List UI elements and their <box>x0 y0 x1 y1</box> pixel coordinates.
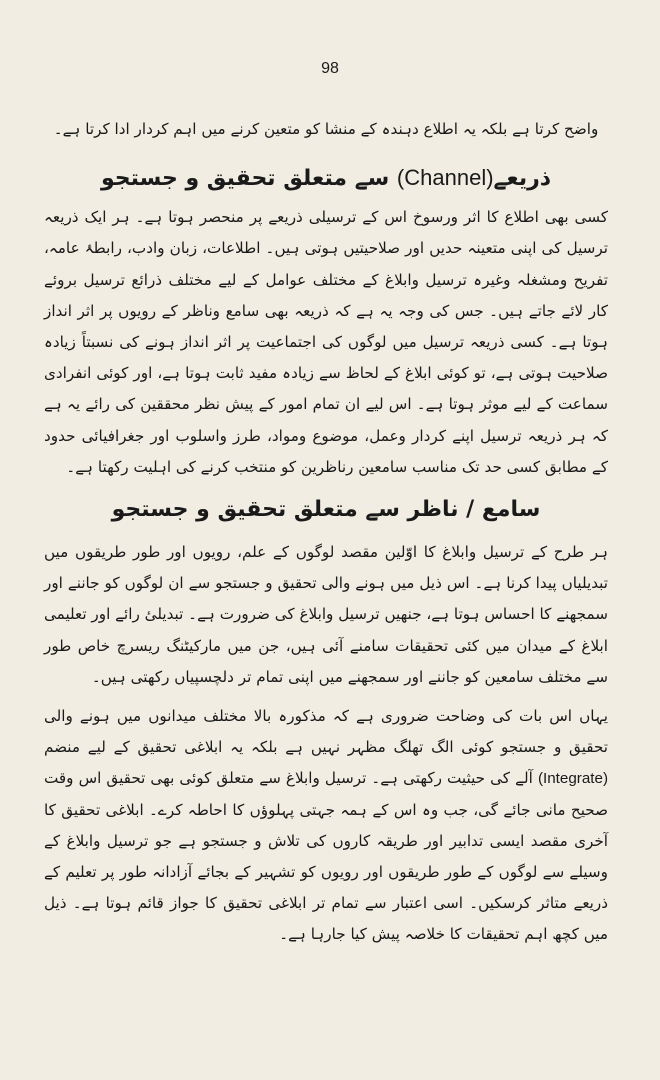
integrate-term: (Integrate) <box>537 770 609 788</box>
section-heading-channel <box>44 159 608 198</box>
heading-channel-before: ذریعے <box>493 166 552 192</box>
heading-channel-after: سے متعلق تحقیق و جستجو <box>100 166 390 192</box>
section-heading-audience: سامع / ناظر سے متعلق تحقیق و جستجو <box>111 497 541 523</box>
heading-channel-latin: (Channel) <box>396 165 494 191</box>
audience-paragraph-2 <box>44 701 608 951</box>
audience-paragraph-2-before: یہاں اس بات کی وضاحت ضروری ہے کہ مذکورہ بالا مختلف میدانوں میں ہونے والی تحقیق و جستجو کوئی الگ تھلگ مظہر نہیں ہے بلکہ یہ ابلاغی تحقیق کے لیے منضم <box>44 707 608 757</box>
page-number: 98 <box>321 60 339 77</box>
intro-line: واضح کرتا ہے بلکہ یہ اطلاع دہندہ کے منشا کو متعین کرنے میں اہم کردار ادا کرتا ہے۔ <box>53 120 599 138</box>
audience-paragraph-1: ہر طرح کے ترسیل وابلاغ کا اوّلین مقصد لوگوں کے علم، رویوں اور طور طریقوں میں تبدیلیاں پیدا کرنا ہے۔ اس ذیل میں ہونے والی تحقیق و جستجو سے ان لوگوں کو جاننے اور سمجھنے کا احساس ہوتا ہے، جنھیں ترسیل وابلاغ کی ضرورت ہے۔ تبدیلیٔ رائے اور تعلیمی ابلاغ کے میدان میں کئی تحقیقات سامنے آئی ہیں، جن میں مارکیٹنگ ریسرچ خاص طور سے مختلف سامعین کو جاننے اور سمجھنے میں اپنی تمام تر دلچسپیاں رکھتی ہیں۔ <box>44 543 608 686</box>
channel-paragraph: کسی بھی اطلاع کا اثر ورسوخ اس کے ترسیلی ذریعے پر منحصر ہوتا ہے۔ ہر ایک ذریعہ ترسیل کی اپنی متعینہ حدیں اور صلاحیتیں ہوتی ہیں۔ اطلاعات، زبان وادب، رابطۂ عامہ، تفریح ومشغلہ وغیرہ ترسیل وابلاغ کے مختلف عوامل کے لیے مختلف ذرائع ترسیل بروئے کار لائے جاتے ہیں۔ جس کی وجہ یہ ہے کہ ذریعہ بھی سامع وناظر کے رویوں پر اثر انداز ہوتا ہے۔ کسی ذریعہ ترسیل میں لوگوں کی اجتماعیت پر اثر انداز ہونے کی نسبتاً زیادہ صلاحیت ہوتی ہے، تو کوئی ابلاغ کے لحاظ سے زیادہ مفید ثابت ہوتا ہے، اور کوئی انفرادی سماعت کے لیے موثر ہوتا ہے۔ اس لیے ان تمام امور کے پیش نظر محققین کی رائے یہ ہے کہ ہر ذریعہ ترسیل اپنے کردار وعمل، موضوع ومواد، طرز واسلوب اور جغرافیائی حدود کے مطابق کسی حد تک مناسب سامعین رناظرین کو منتخب کرنے کی اہلیت رکھتا ہے۔ <box>44 208 608 476</box>
audience-paragraph-2-after: آلے کی حیثیت رکھتی ہے۔ ترسیل وابلاغ سے متعلق کوئی بھی تحقیق اس وقت صحیح مانی جائے گی، جب وہ اس کے ہمہ جہتی پہلوؤں کا احاطہ کرے۔ ابلاغی تحقیق کا آخری مقصد ایسی تدابیر اور طریقہ کاروں کی تلاش و جستجو ہے جو ترسیل وابلاغ کے وسیلے سے لوگوں کے طور طریقوں اور رویوں کو تشہیر کے بجائے آزادانہ طور پر تعلیم کے ذریعے متاثر کرسکیں۔ اسی اعتبار سے تمام تر ابلاغی تحقیق کا جواز قائم ہوتا ہے۔ ذیل میں کچھ اہم تحقیقات کا خلاصہ پیش کیا جارہا ہے۔ <box>44 769 608 944</box>
